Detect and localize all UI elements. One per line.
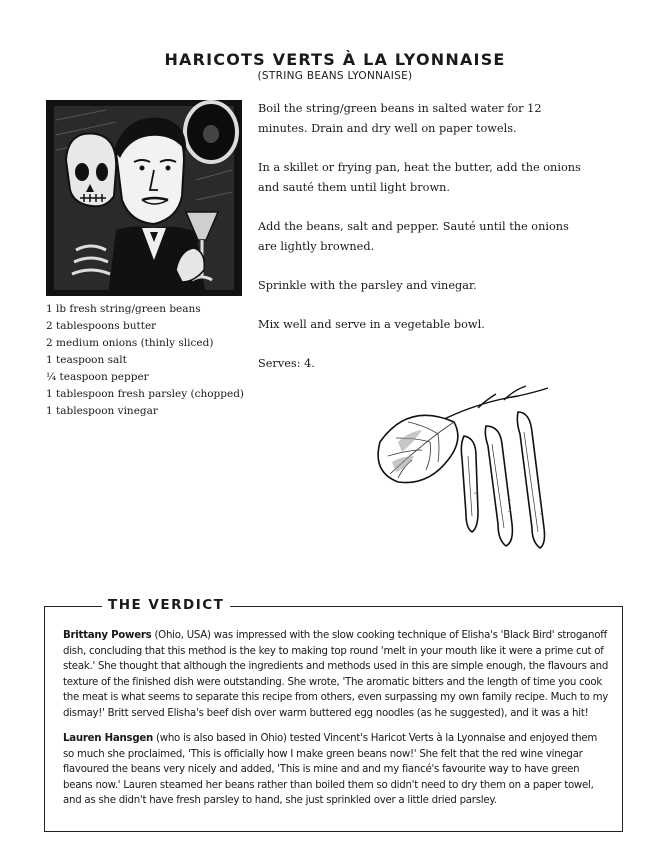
serves-text: Serves: 4. xyxy=(258,357,315,370)
ingredient-item: 2 medium onions (thinly sliced) xyxy=(46,337,214,349)
recipe-step: Sprinkle with the parsley and vinegar. xyxy=(258,279,477,292)
recipe-subtitle: (STRING BEANS LYONNAISE) xyxy=(257,70,413,82)
recipe-steps xyxy=(258,99,588,393)
recipe-step: Add the beans, salt and pepper. Sauté until the onions are lightly browned. xyxy=(258,220,569,253)
portrait-illustration-icon xyxy=(46,100,242,296)
review-paragraph xyxy=(63,731,611,809)
recipe-step: Mix well and serve in a vegetable bowl. xyxy=(258,318,485,331)
ingredients-list xyxy=(46,301,256,420)
recipe-title: HARICOTS VERTS À LA LYONNAISE xyxy=(164,50,506,69)
ingredient-item: 1 teaspoon salt xyxy=(46,354,127,366)
ingredient-item: 1 lb fresh string/green beans xyxy=(46,303,201,315)
review-text: (Ohio, USA) was impressed with the slow cooking technique of Elisha's 'Black Bird' stroganoff dish, concluding that this method is the key to making top round 'melt in your mouth like it were a prime cut of steak.' She thought that although the ingredients and methods used in this are simple enough, the flavours and texture of the finished dish were outstanding. She wrote, 'The aromatic bitters and the length of time you cook the meat is what seems to separate this recipe from others, even surpassing my own family recipe. Much to my dismay!' Britt served Elisha's beef dish over warm buttered egg noodles (as he suggested), and it was a hit! xyxy=(63,630,609,719)
ingredient-item: ¼ teaspoon pepper xyxy=(46,371,149,383)
ingredient-item: 1 tablespoon fresh parsley (chopped) xyxy=(46,388,245,400)
ingredient-item: 2 tablespoons butter xyxy=(46,320,157,332)
green-bean-sprig-illustration-icon xyxy=(368,382,564,552)
review-paragraph xyxy=(63,628,611,721)
review-text: (who is also based in Ohio) tested Vincent's Haricot Verts à la Lyonnaise and enjoyed them so much she proclaimed, 'This is officially how I make green beans now!' She felt that the red wine vinegar flavoured the beans very nicely and added, 'This is mine and and my fiancé's favourite way to have green beans now.' Lauren steamed her beans rather than boiled them so didn't need to dry them on a paper towel, and as she didn't have fresh parsley to hand, she just sprinkled over a little dried parsley. xyxy=(63,733,598,806)
recipe-step: In a skillet or frying pan, heat the butter, add the onions and sauté them until light brown. xyxy=(258,161,581,194)
reviewer-name: Brittany Powers xyxy=(63,630,152,641)
ingredient-item: 1 tablespoon vinegar xyxy=(46,405,158,417)
recipe-step: Boil the string/green beans in salted water for 12 minutes. Drain and dry well on paper towels. xyxy=(258,102,542,135)
verdict-heading: THE VERDICT xyxy=(102,597,230,613)
verdict-text xyxy=(63,628,611,819)
reviewer-name: Lauren Hansgen xyxy=(63,733,154,744)
